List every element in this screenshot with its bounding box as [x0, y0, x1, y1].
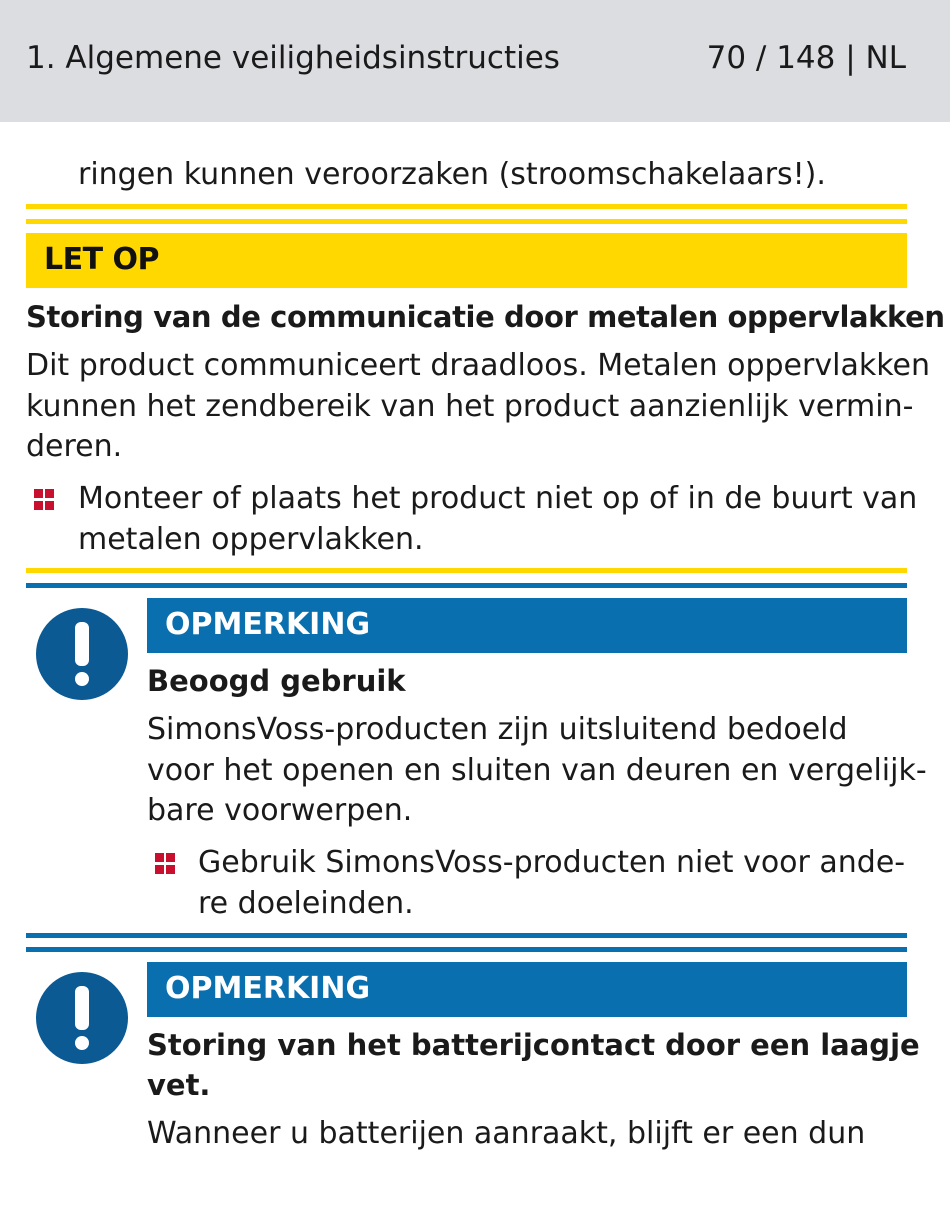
- notice2-top-rule: [26, 947, 907, 952]
- red-square-bullet-icon: [34, 489, 54, 511]
- notice1-body-line-1: SimonsVoss-producten zijn uitsluitend bedoeld: [147, 712, 848, 747]
- exclamation-circle-icon: [34, 970, 130, 1066]
- exclamation-circle-icon: [34, 606, 130, 702]
- caution-bottom-rule: [26, 568, 907, 573]
- notice2-body-line-1: Wanneer u batterijen aanraakt, blijft er een dun: [147, 1116, 866, 1151]
- notice1-label-bar: [147, 598, 907, 653]
- caution-body-line-3: deren.: [26, 429, 123, 464]
- caution-top-rule: [26, 204, 907, 209]
- notice2-heading-line-1: Storing van het batterijcontact door een laagje: [147, 1028, 920, 1062]
- caution-body-line-2: kunnen het zendbereik van het product aanzienlijk vermin-: [26, 389, 914, 424]
- notice1-heading: Beoogd gebruik: [147, 664, 406, 698]
- caution-label: LET OP: [44, 242, 160, 277]
- notice1-top-rule: [26, 583, 907, 588]
- notice2-heading-line-2: vet.: [147, 1068, 211, 1102]
- notice1-bullet-line-2: re doeleinden.: [198, 886, 414, 921]
- notice1-label: OPMERKING: [165, 607, 371, 642]
- caution-top-rule-2: [26, 219, 907, 224]
- page-indicator: 70 / 148 | NL: [706, 40, 906, 76]
- caution-body-line-1: Dit product communiceert draadloos. Metalen oppervlakken: [26, 348, 930, 383]
- continued-text: ringen kunnen veroorzaken (stroomschakelaars!).: [78, 157, 826, 192]
- caution-bullet-line-2: metalen oppervlakken.: [78, 522, 424, 557]
- page-header: [0, 0, 950, 122]
- caution-heading: Storing van de communicatie door metalen oppervlakken: [26, 300, 945, 334]
- notice1-bottom-rule: [26, 933, 907, 938]
- section-title: 1. Algemene veiligheidsinstructies: [26, 40, 560, 76]
- caution-label-bar: [26, 233, 907, 288]
- red-square-bullet-icon: [155, 853, 175, 875]
- notice2-label-bar: [147, 962, 907, 1017]
- notice1-body-line-3: bare voorwerpen.: [147, 793, 413, 828]
- notice2-label: OPMERKING: [165, 971, 371, 1006]
- caution-bullet-line-1: Monteer of plaats het product niet op of in de buurt van: [78, 481, 918, 516]
- notice1-body-line-2: voor het openen en sluiten van deuren en vergelijk-: [147, 753, 927, 788]
- notice1-bullet-line-1: Gebruik SimonsVoss-producten niet voor ande-: [198, 845, 906, 880]
